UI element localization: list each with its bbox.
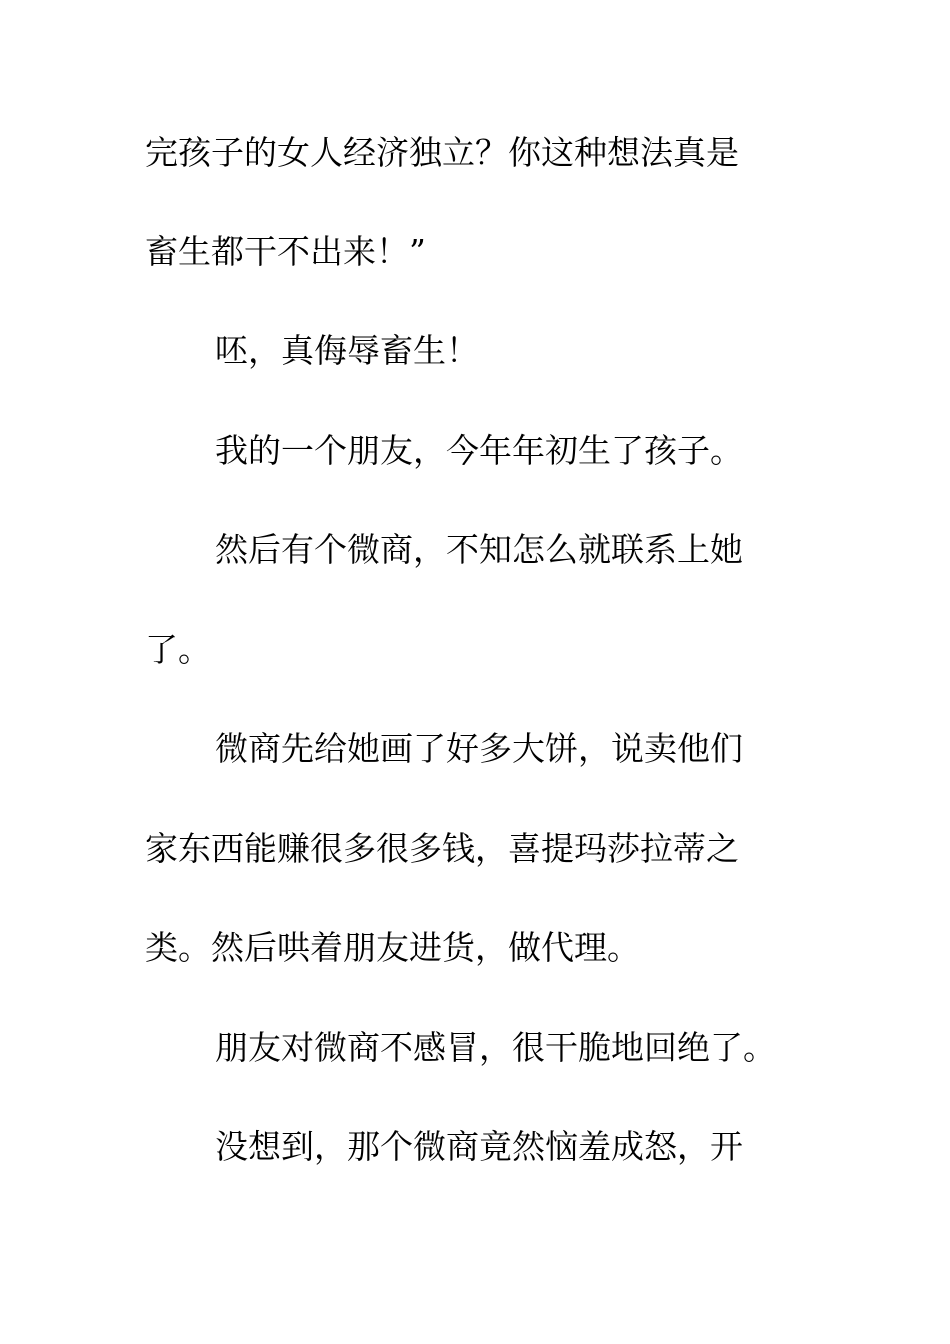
text-line: 畜生都干不出来！” [145, 232, 426, 271]
text-line: 家东西能赚很多很多钱，喜提玛莎拉蒂之 [145, 829, 739, 868]
paragraph-line: 我的一个朋友，今年年初生了孩子。 [215, 431, 743, 470]
text-line: 了。 [145, 630, 211, 669]
paragraph-line: 朋友对微商不感冒，很干脆地回绝了。 [215, 1028, 776, 1067]
paragraph-line: 微商先给她画了好多大饼，说卖他们 [215, 729, 743, 768]
paragraph-line: 然后有个微商，不知怎么就联系上她 [215, 530, 743, 569]
paragraph-line: 没想到，那个微商竟然恼羞成怒，开 [215, 1127, 743, 1166]
text-line: 类。然后哄着朋友进货，做代理。 [145, 928, 640, 967]
paragraph-line: 呸，真侮辱畜生！ [215, 331, 479, 370]
text-line: 完孩子的女人经济独立？你这种想法真是 [145, 133, 739, 172]
